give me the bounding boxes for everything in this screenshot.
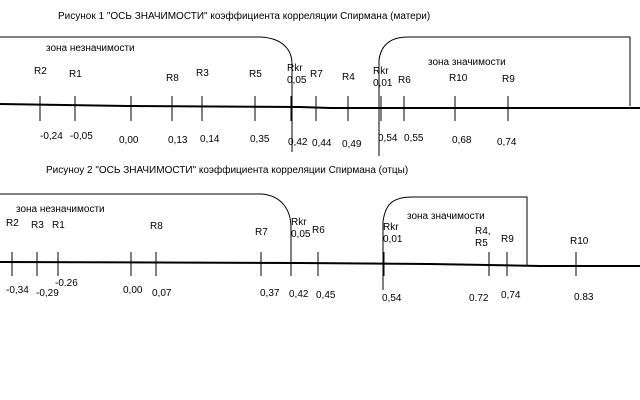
diagram-2-marker-label: R8: [150, 221, 163, 232]
diagram-1-marker-value: 0,55: [404, 133, 424, 144]
diagram-1-marker-label: R9: [502, 74, 515, 85]
diagram-1-marker-value: 0,49: [342, 139, 362, 150]
diagram-2-marker-label: Rkr 0,01: [383, 222, 403, 245]
diagram-2-marker-label: R4, R5: [475, 226, 491, 249]
diagram-2-marker-label: Rkr 0,05: [291, 217, 311, 240]
diagram-2-marker-value: 0,37: [260, 288, 280, 299]
diagram-2-marker-label: R10: [570, 236, 589, 247]
diagram-2-marker-value: 0,74: [501, 290, 521, 301]
diagram-2-marker-value: -0,29: [36, 288, 59, 299]
diagram-2-marker-value: 0,00: [123, 285, 143, 296]
diagram-1-marker-value: -0,24: [40, 131, 63, 142]
diagram-2-marker-label: R6: [312, 225, 325, 236]
diagram-1-marker-label: Rkr 0,05: [287, 63, 307, 86]
diagram-2-marker-label: R7: [255, 227, 268, 238]
diagram-1-zone-insignificance-label: зона незначимости: [46, 43, 135, 54]
diagram-1-marker-value: 0,13: [168, 135, 188, 146]
diagram-1-marker-value: 0,00: [119, 135, 139, 146]
diagram-1-marker-value: 0,54: [378, 133, 398, 144]
diagram-2-ticks: [12, 252, 576, 276]
diagram-2-marker-value: 0.83: [574, 292, 594, 303]
diagram-1-marker-label: R10: [449, 73, 468, 84]
diagram-2-zone-significance-label: зона значимости: [407, 211, 485, 222]
diagram-1-marker-value: 0,42: [288, 137, 308, 148]
diagram-1-marker-value: 0,44: [312, 138, 332, 149]
diagram-2-marker-value: 0,07: [152, 288, 172, 299]
diagram-2-zone-insignificance-label: зона незначимости: [16, 204, 105, 215]
diagram-2-marker-value: -0.26: [55, 278, 78, 289]
diagram-2-marker-value: -0,34: [6, 285, 29, 296]
diagram-1-marker-label: Rkr 0,01: [373, 66, 393, 89]
diagram-1-marker-label: R8: [166, 73, 179, 84]
diagram-1-axis: [0, 104, 640, 108]
diagram-1-marker-label: R7: [310, 69, 323, 80]
diagram-1-title: Рисунок 1 "ОСЬ ЗНАЧИМОСТИ" коэффициента корреляции Спирмана (матери): [58, 11, 431, 22]
diagram-2-marker-value: 0,42: [289, 289, 309, 300]
diagram-1-marker-value: 0,35: [250, 134, 270, 145]
diagram-1-marker-value: 0,68: [452, 135, 472, 146]
diagram-2-marker-label: R9: [501, 234, 514, 245]
diagram-1-marker-label: R3: [196, 68, 209, 79]
diagram-1-marker-value: -0,05: [70, 131, 93, 142]
diagram-1-marker-label: R2: [34, 66, 47, 77]
diagram-2-marker-value: 0.72: [469, 293, 489, 304]
diagram-2-marker-label: R3: [31, 220, 44, 231]
diagram-2-marker-value: 0,45: [316, 290, 336, 301]
diagram-1-marker-label: R6: [398, 75, 411, 86]
diagram-1-marker-label: R4: [342, 72, 355, 83]
diagram-2-axis: [0, 262, 640, 266]
diagram-1-marker-label: R5: [249, 69, 262, 80]
diagram-1-marker-label: R1: [69, 69, 82, 80]
diagram-1-marker-value: 0,74: [497, 137, 517, 148]
diagram-1-marker-value: 0,14: [200, 134, 220, 145]
diagram-2-title: Рисуноу 2 "ОСЬ ЗНАЧИМОСТИ" коэффициента корреляции Спирмана (отцы): [46, 165, 409, 176]
diagram-2-marker-value: 0,54: [382, 293, 402, 304]
diagram-2-marker-label: R1: [52, 220, 65, 231]
diagram-2-marker-label: R2: [6, 218, 19, 229]
diagram-1-zone-significance-label: зона значимости: [428, 57, 506, 68]
